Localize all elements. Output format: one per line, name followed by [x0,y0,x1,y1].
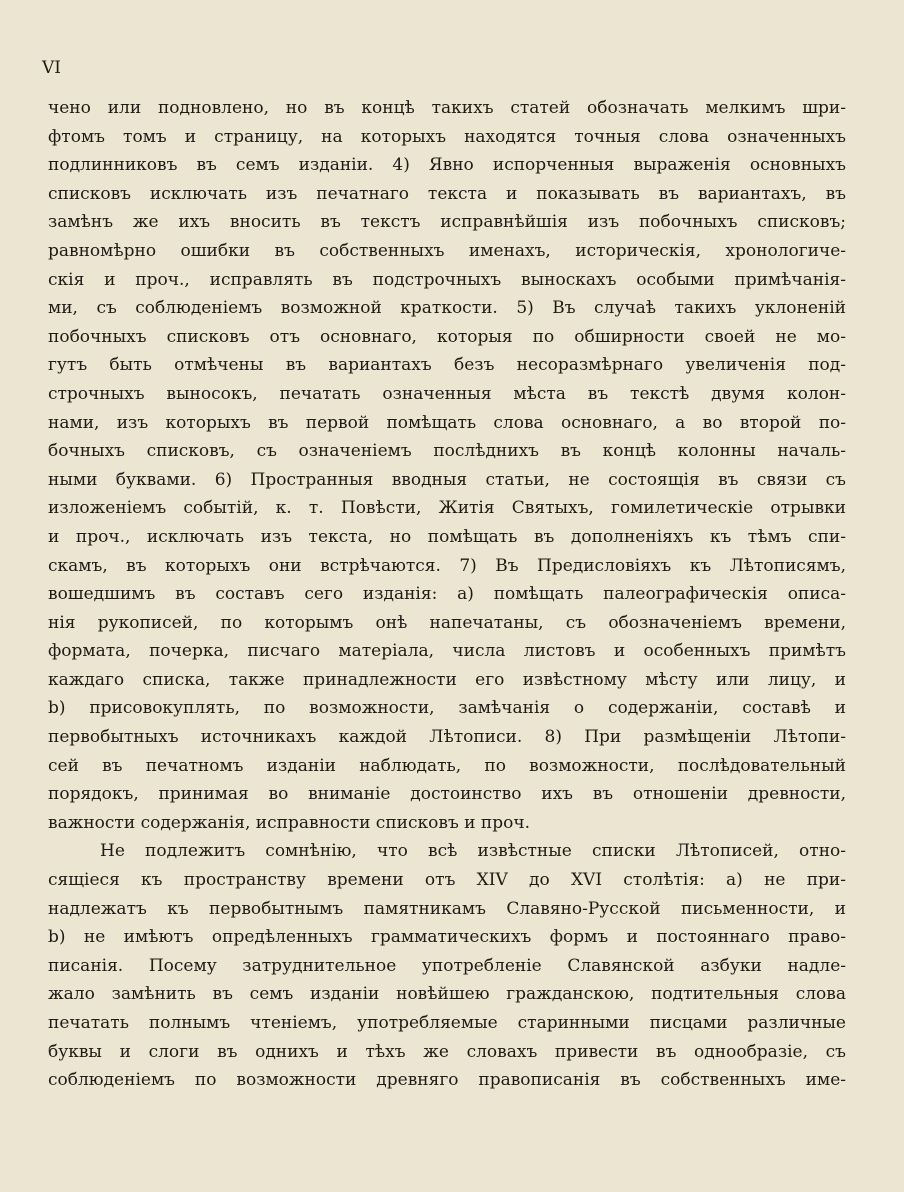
text-line: изложеніемъ событій, к. т. Повѣсти, Житія Святыхъ, гомилетическіе отрывки [48,498,846,519]
text-line: вошедшимъ въ составъ сего изданія: а) помѣщать палеографическія описа- [48,584,846,605]
text-line: нами, изъ которыхъ въ первой помѣщать слова основнаго, а во второй по- [48,412,846,433]
page-number: VI [42,58,61,78]
text-line: чено или подновлено, но въ концѣ такихъ статей обозначать мелкимъ шри- [48,98,846,118]
text-line: жало замѣнить въ семъ изданіи новѣйшею гражданскою, подтительныя слова [48,984,846,1005]
text-line: писанія. Посему затруднительное употребленіе Славянской азбуки надле- [48,955,846,976]
body-text [48,94,846,1095]
text-line: формата, почерка, писчаго матеріала, числа листовъ и особенныхъ примѣтъ [48,641,846,662]
text-line: ными буквами. 6) Пространныя вводныя статьи, не состоящія въ связи съ [48,469,846,490]
text-line: каждаго списка, также принадлежности его извѣстному мѣсту или лицу, и [48,669,846,690]
text-line: подлинниковъ въ семъ изданіи. 4) Явно испорченныя выраженія основныхъ [48,155,846,176]
text-line: строчныхъ выносокъ, печатать означенныя мѣста въ текстѣ двумя колон- [48,383,846,404]
paragraph-1 [48,94,846,837]
text-line: гутъ быть отмѣчены въ вариантахъ безъ несоразмѣрнаго увеличенія под- [48,355,846,376]
paragraph-2 [48,837,846,1094]
text-line: замѣнъ же ихъ вносить въ текстъ исправнѣйшія изъ побочныхъ списковъ; [48,212,846,233]
text-line: Не подлежитъ сомнѣнію, что всѣ извѣстные списки Лѣтописей, отно- [100,841,846,862]
text-line: печатать полнымъ чтеніемъ, употребляемые старинными писцами различные [48,1013,846,1033]
text-line: скамъ, въ которыхъ они встрѣчаются. 7) Въ Предисловіяхъ къ Лѣтописямъ, [48,555,846,576]
text-line: бочныхъ списковъ, съ означеніемъ послѣднихъ въ концѣ колонны началь- [48,441,846,462]
text-line: нія рукописей, по которымъ онѣ напечатаны, съ обозначеніемъ времени, [48,612,846,633]
text-line: важности содержанія, исправности списковъ и проч. [48,812,530,833]
text-line: первобытныхъ источникахъ каждой Лѣтописи. 8) При размѣщеніи Лѣтопи- [48,727,846,748]
text-line: фтомъ томъ и страницу, на которыхъ находятся точныя слова означенныхъ [48,126,846,147]
text-line: соблюденіемъ по возможности древняго правописанія въ собственныхъ име- [48,1070,846,1091]
text-line: порядокъ, принимая во вниманіе достоинство ихъ въ отношеніи древности, [48,784,846,805]
text-line: и проч., исключать изъ текста, но помѣщать въ дополненіяхъ къ тѣмъ спи- [48,526,846,547]
text-line: скія и проч., исправлять въ подстрочныхъ выноскахъ особыми примѣчанія- [48,269,846,290]
text-line: побочныхъ списковъ отъ основнаго, которыя по обширности своей не мо- [48,326,846,347]
text-line: b) не имѣютъ опредѣленныхъ грамматическихъ формъ и постояннаго право- [48,927,846,948]
text-line: b) присовокуплять, по возможности, замѣчанія о содержаніи, составѣ и [48,698,846,719]
text-line: буквы и слоги въ однихъ и тѣхъ же словахъ привести въ однообразіе, съ [48,1041,846,1062]
text-line: сей въ печатномъ изданіи наблюдать, по возможности, послѣдовательный [48,755,846,776]
text-line: надлежатъ къ первобытнымъ памятникамъ Славяно-Русской письменности, и [48,898,846,919]
text-line: списковъ исключать изъ печатнаго текста и показывать въ вариантахъ, въ [48,183,846,204]
text-line: равномѣрно ошибки въ собственныхъ именахъ, историческія, хронологиче- [48,240,846,261]
text-line: сящіеся къ пространству времени отъ XIV до XVI столѣтія: а) не при- [48,870,846,891]
text-line: ми, съ соблюденіемъ возможной краткости. 5) Въ случаѣ такихъ уклоненій [48,298,846,319]
